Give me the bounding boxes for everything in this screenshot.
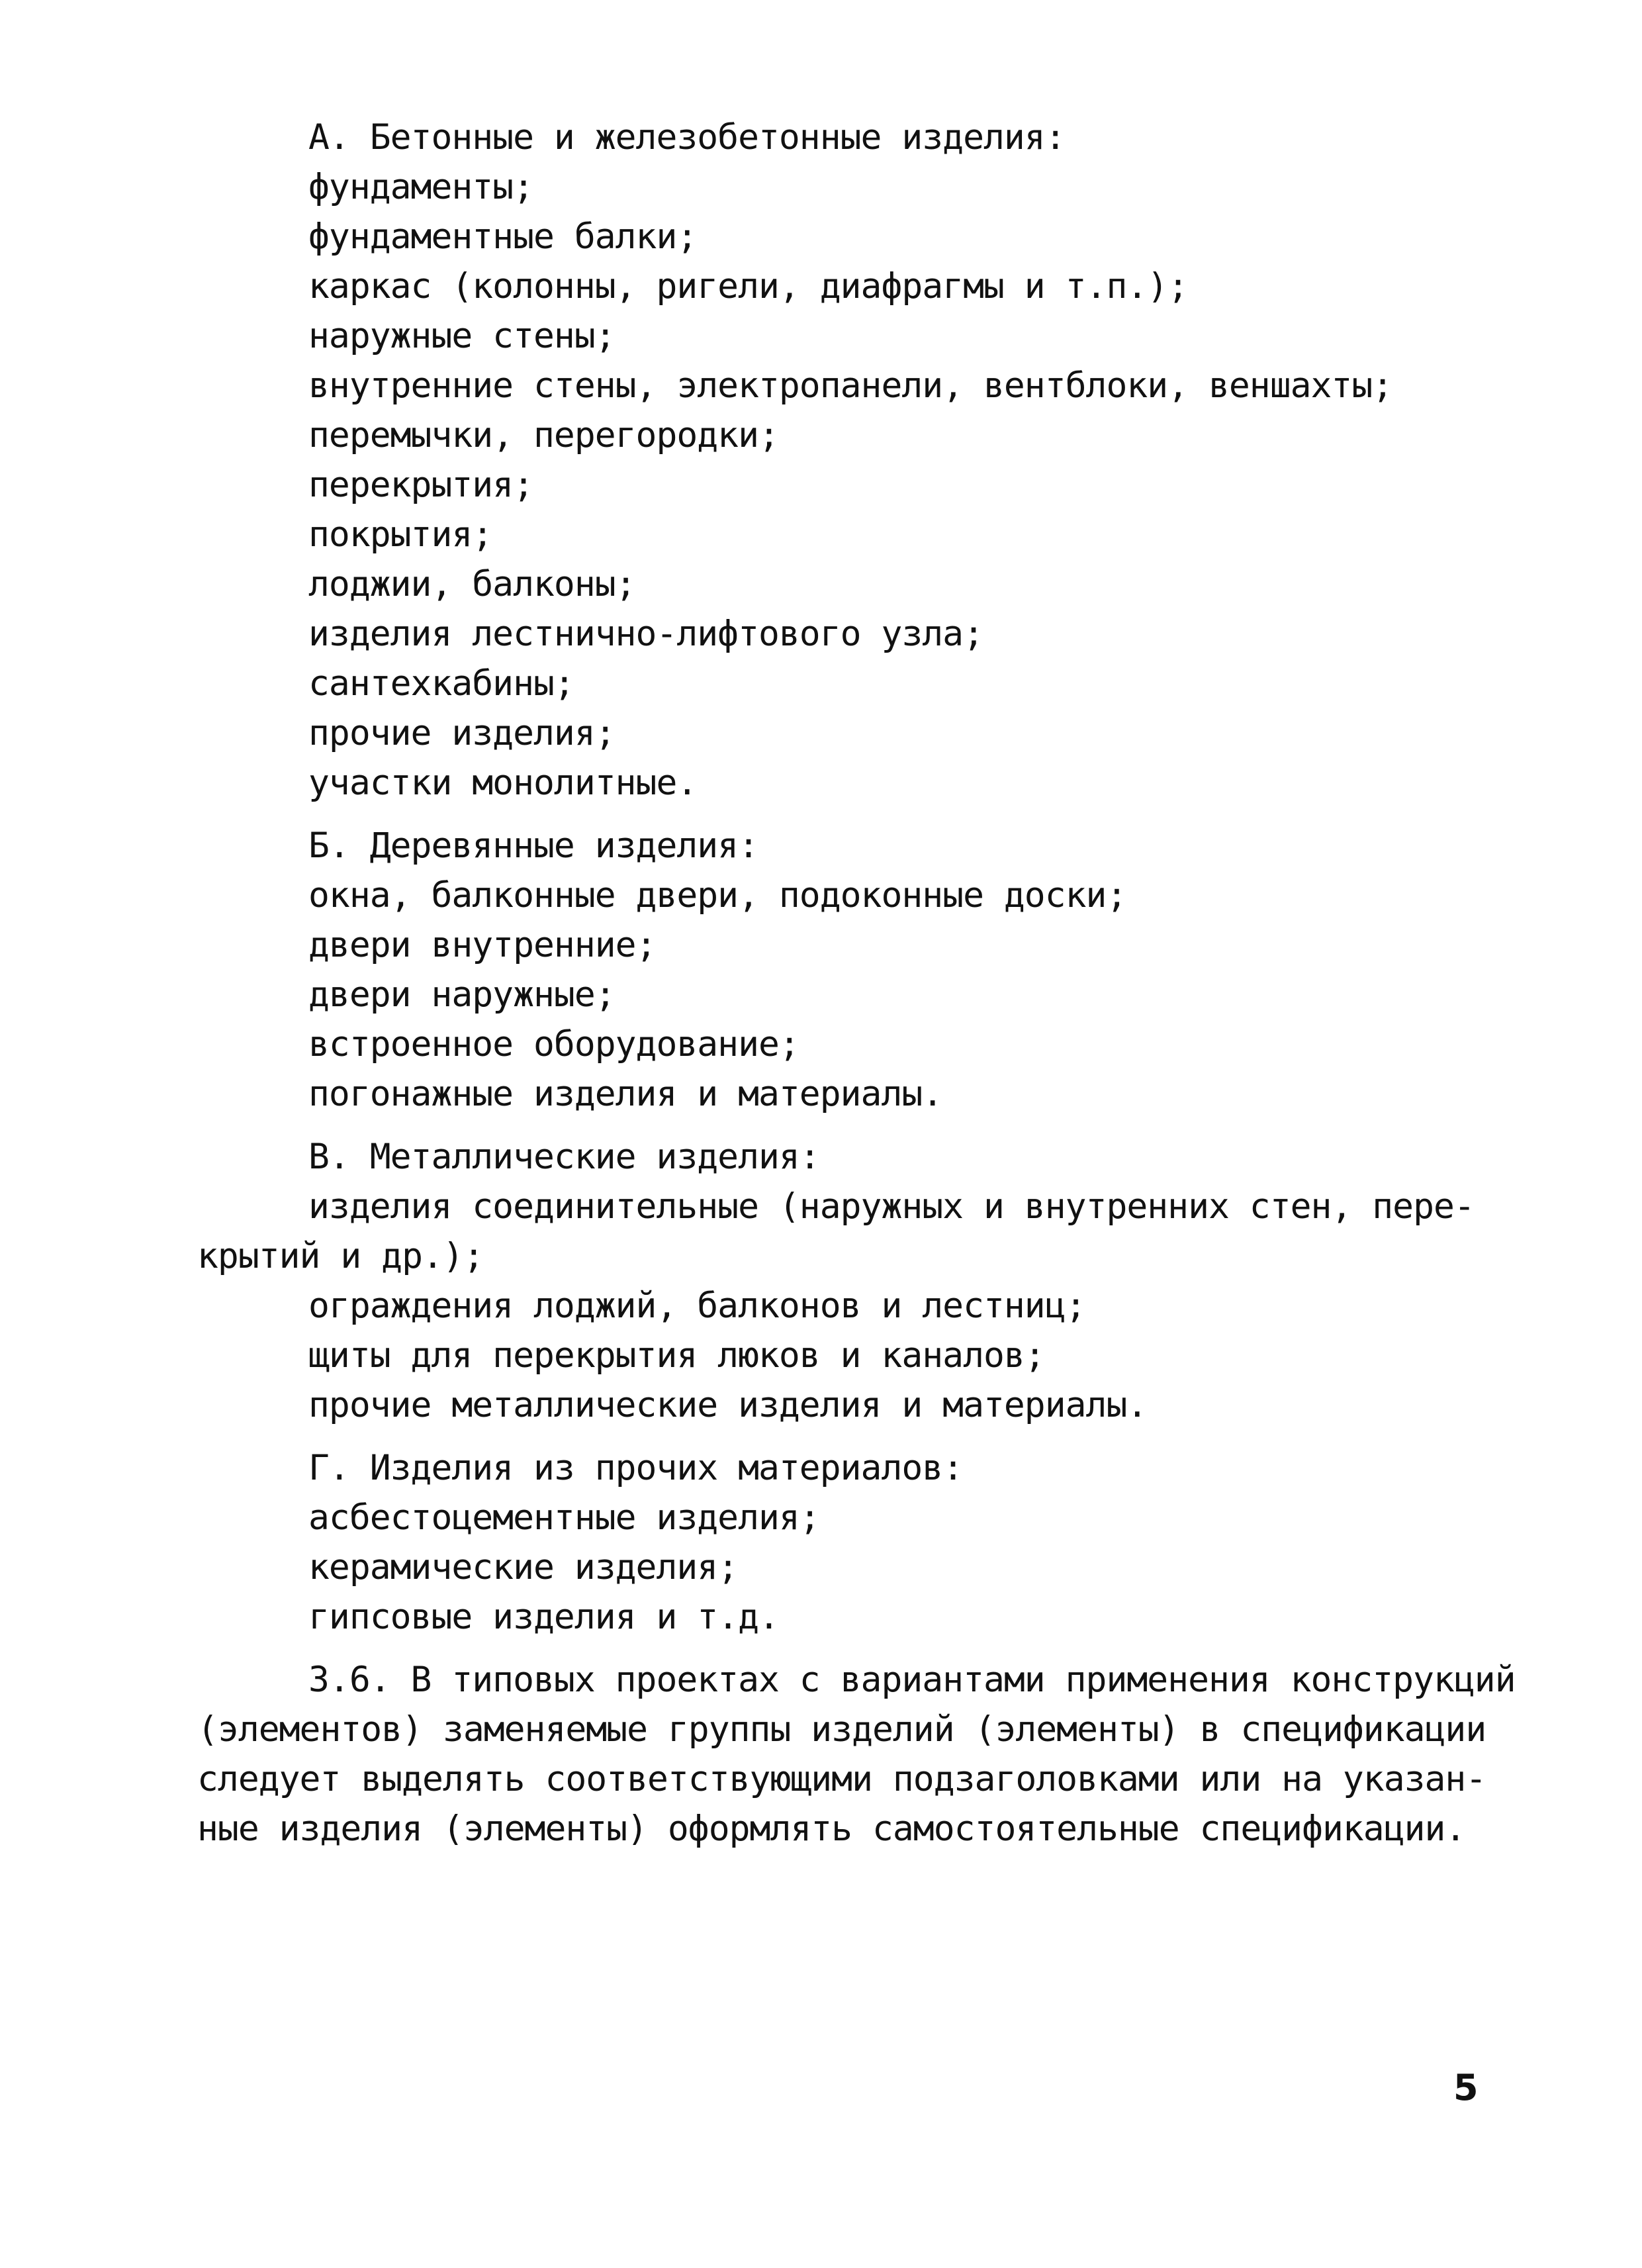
list-item: прочие металлические изделия и материалы. (308, 1385, 1148, 1425)
list-item: сантехкабины; (308, 663, 574, 704)
list-item: изделия лестнично-лифтового узла; (308, 614, 983, 654)
list-item: асбестоцементные изделия; (308, 1497, 820, 1538)
page-number: 5 (1453, 2067, 1479, 2108)
section-heading: В. Металлические изделия: (308, 1137, 820, 1177)
section-wooden-products (197, 821, 1501, 1119)
list-item: двери внутренние; (308, 925, 657, 965)
list-item: внутренние стены, электропанели, вентблоки, веншахты; (308, 365, 1393, 406)
section-heading: А. Бетонные и железобетонные изделия: (308, 117, 1066, 158)
paragraph-line: следует выделять соответствующими подзаголовками или на указан- (197, 1759, 1486, 1799)
list-item: покрытия; (308, 514, 493, 555)
list-item: щиты для перекрытия люков и каналов; (308, 1335, 1045, 1376)
section-heading: Г. Изделия из прочих материалов: (308, 1448, 964, 1488)
section-metal-products (197, 1132, 1501, 1430)
list-item: перемычки, перегородки; (308, 415, 779, 455)
section-heading: Б. Деревянные изделия: (308, 826, 758, 866)
list-item: лоджии, балконы; (308, 564, 636, 604)
section-other-materials (197, 1443, 1501, 1642)
list-item: окна, балконные двери, подоконные доски; (308, 875, 1127, 916)
list-item: фундаменты; (308, 167, 533, 207)
list-item: встроенное оборудование; (308, 1024, 799, 1064)
paragraph-line: 3.6. В типовых проектах с вариантами применения конструкций (308, 1660, 1516, 1700)
paragraph-line: (элементов) заменяемые группы изделий (элементы) в спецификации (197, 1709, 1486, 1750)
list-item: фундаментные балки; (308, 216, 698, 257)
list-item: керамические изделия; (308, 1547, 739, 1587)
list-item: погонажные изделия и материалы. (308, 1074, 943, 1114)
list-item-continuation: крытий и др.); (197, 1236, 484, 1276)
paragraph-line: ные изделия (элементы) оформлять самостоятельные спецификации. (197, 1809, 1466, 1849)
list-item: перекрытия; (308, 465, 533, 505)
section-concrete-products (197, 113, 1501, 808)
list-item: двери наружные; (308, 974, 616, 1015)
list-item: изделия соединительные (наружных и внутренних стен, пере- (308, 1186, 1475, 1227)
list-item: прочие изделия; (308, 713, 616, 753)
paragraph-3-6 (197, 1655, 1516, 1854)
list-item: ограждения лоджий, балконов и лестниц; (308, 1286, 1086, 1326)
list-item: участки монолитные. (308, 763, 698, 803)
list-item: гипсовые изделия и т.д. (308, 1597, 779, 1637)
list-item: каркас (колонны, ригели, диафрагмы и т.п.); (308, 266, 1189, 307)
list-item: наружные стены; (308, 316, 616, 356)
document-body (197, 113, 1516, 1867)
